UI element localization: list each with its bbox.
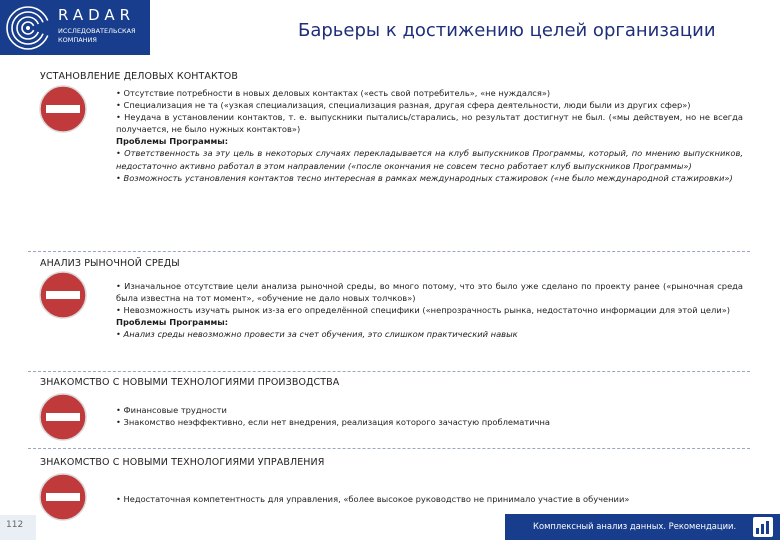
no-entry-sign-icon bbox=[38, 392, 88, 442]
company-logo bbox=[0, 0, 150, 55]
section-line: • Невозможность изучать рынок из-за его определённой специфики («непрозрачность рынка, недостаточно информации для этой цели») bbox=[116, 305, 731, 316]
section-line: • Анализ среды невозможно провести за счет обучения, это слишком практический навык bbox=[116, 329, 518, 340]
page-number: 112 bbox=[6, 520, 24, 530]
no-entry-sign-icon bbox=[38, 84, 88, 134]
logo-subtitle-line-2: КОМПАНИЯ bbox=[58, 36, 97, 44]
logo-subtitle bbox=[58, 27, 148, 45]
chart-icon bbox=[752, 516, 774, 538]
section-title-business-contacts: УСТАНОВЛЕНИЕ ДЕЛОВЫХ КОНТАКТОВ bbox=[40, 71, 238, 82]
section-text-production-tech bbox=[116, 404, 743, 428]
section-line: • Ответственность за эту цель в некоторых случаях перекладывается на клуб выпускников Программы, который, по мнению выпускников, недостаточно активно работал в этом направлении («после окончания не совсем тесно работает клуб выпускников Программы») bbox=[116, 148, 743, 171]
program-problems-label: Проблемы Программы: bbox=[116, 136, 229, 147]
section-line: • Возможность установления контактов тесно интересная в рамках международных стажировок («не было международной стажировки») bbox=[116, 172, 733, 183]
footer-caption: Комплексный анализ данных. Рекомендации. bbox=[533, 521, 737, 531]
section-divider bbox=[28, 371, 750, 372]
section-title-production-tech: ЗНАКОМСТВО С НОВЫМИ ТЕХНОЛОГИЯМИ ПРОИЗВОДСТВА bbox=[40, 377, 340, 388]
section-divider bbox=[28, 251, 750, 252]
no-entry-sign-icon bbox=[38, 472, 88, 522]
section-line: • Изначальное отсутствие цели анализа рыночной среды, во много потому, что это было уже сделано по проекту ранее («рыночная среда была известна на тот момент», «обучение не дало новых толчков») bbox=[116, 281, 743, 304]
logo-subtitle-line-1: ИССЛЕДОВАТЕЛЬСКАЯ bbox=[58, 27, 136, 35]
section-title-management-tech: ЗНАКОМСТВО С НОВЫМИ ТЕХНОЛОГИЯМИ УПРАВЛЕНИЯ bbox=[40, 457, 325, 468]
section-line: • Специализация не та («узкая специализация, специализация разная, другая сфера деятельности, люди были из других сфер») bbox=[116, 100, 691, 111]
section-line: • Неудача в установлении контактов, т. е. выпускники пытались/старались, но результат достигнут не был. («мы действуем, но не всегда получается, не было нужных контактов») bbox=[116, 112, 743, 135]
no-entry-sign-icon bbox=[38, 270, 88, 320]
logo-wordmark: RADAR bbox=[58, 6, 136, 24]
section-text-market-analysis bbox=[116, 280, 743, 340]
program-problems-label: Проблемы Программы: bbox=[116, 317, 229, 328]
section-line: • Недостаточная компетентность для управления, «более высокое руководство не принимало участие в обучении» bbox=[116, 494, 630, 504]
page-title: Барьеры к достижению целей организации bbox=[298, 20, 716, 41]
section-line: • Отсутствие потребности в новых деловых контактах («есть свой потребитель», «не нуждался») bbox=[116, 88, 551, 98]
radar-logo-icon bbox=[5, 5, 51, 51]
section-title-market-analysis: АНАЛИЗ РЫНОЧНОЙ СРЕДЫ bbox=[40, 258, 180, 269]
slide-header bbox=[0, 0, 780, 62]
section-line: • Знакомство неэффективно, если нет внедрения, реализация которого зачастую проблематична bbox=[116, 417, 550, 428]
section-text-business-contacts bbox=[116, 87, 743, 184]
section-divider bbox=[28, 448, 750, 449]
section-line: • Финансовые трудности bbox=[116, 405, 227, 415]
section-text-management-tech bbox=[116, 493, 743, 505]
